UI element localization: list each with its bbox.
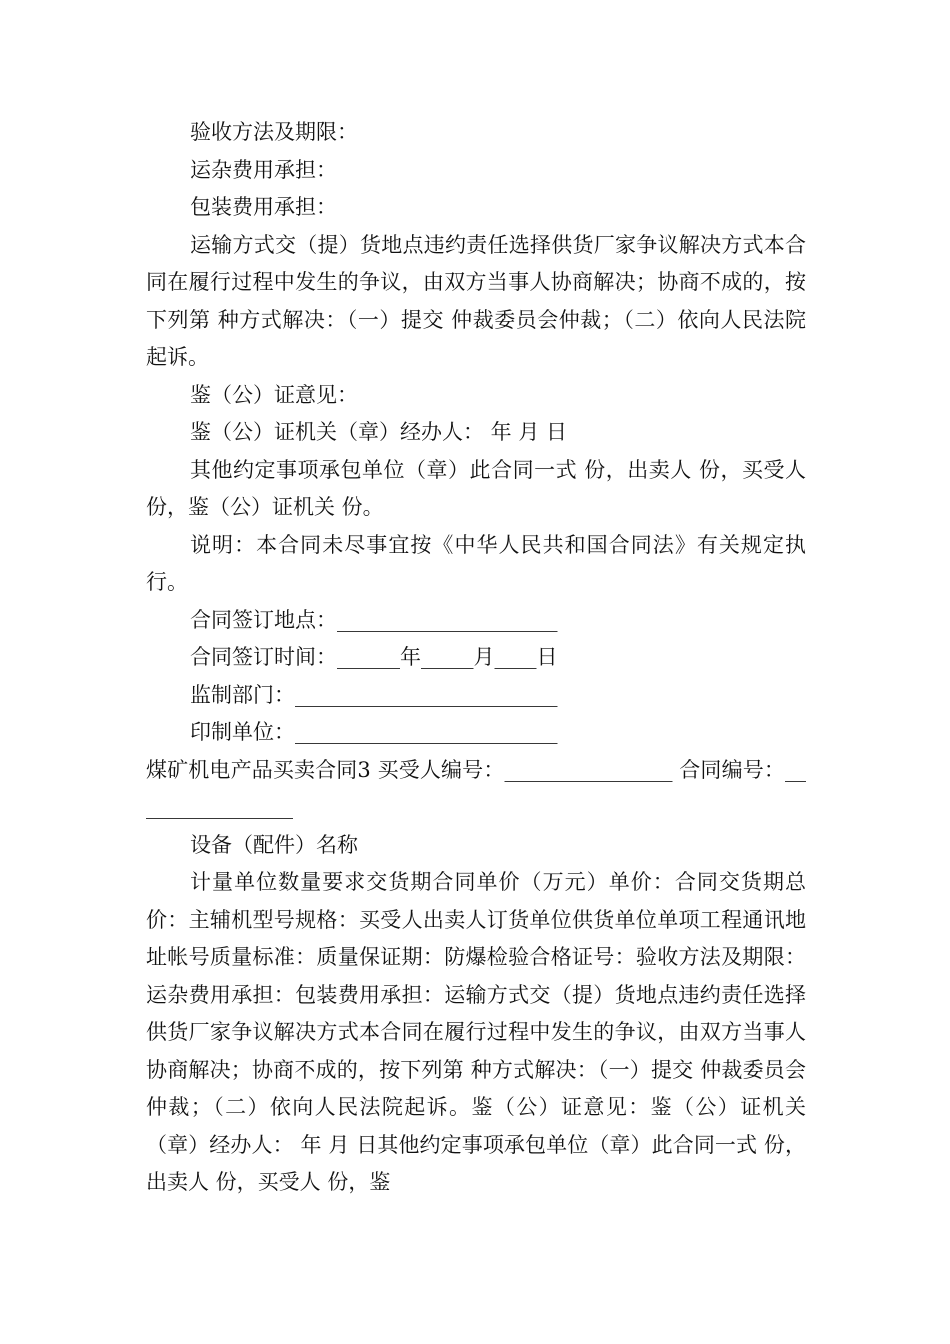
paragraph-supervising-dept: 监制部门：_________________________: [190, 682, 558, 707]
paragraph-equipment-name: 设备（配件）名称: [190, 832, 358, 857]
paragraph-other-agreements: 其他约定事项承包单位（章）此合同一式 份，出卖人 份，买受人 份，鉴（公）证机关 份。: [146, 457, 806, 519]
paragraph-freight-cost: 运杂费用承担：: [190, 157, 337, 182]
paragraph-signing-time: 合同签订时间：______年_____月____日: [190, 645, 558, 669]
paragraph-printing-unit: 印制单位：_________________________: [190, 720, 558, 744]
paragraph-dispute-resolution: 运输方式交（提）货地点违约责任选择供货厂家争议解决方式本合同在履行过程中发生的争议，由双方当事人协商解决；协商不成的，按下列第 种方式解决：（一）提交 仲裁委员会仲裁；（二）依向人民法院起诉。: [146, 232, 806, 369]
paragraph-explanation: 说明：本合同未尽事宜按《中华人民共和国合同法》有关规定执行。: [146, 532, 806, 594]
paragraph-signing-place: 合同签订地点：_____________________: [190, 607, 558, 632]
paragraph-notarization-authority: 鉴（公）证机关（章）经办人： 年 月 日: [190, 420, 568, 444]
document-body: [146, 114, 806, 1202]
paragraph-notarization-opinion: 鉴（公）证意见：: [190, 382, 358, 407]
paragraph-acceptance-method: 验收方法及期限：: [190, 120, 358, 144]
paragraph-contract-body: 计量单位数量要求交货期合同单价（万元）单价：合同交货期总价：主辅机型号规格：买受人出卖人订货单位供货单位单项工程通讯地址帐号质量标准：质量保证期：防爆检验合格证号：验收方法及期限：运杂费用承担：包装费用承担：运输方式交（提）货地点违约责任选择供货厂家争议解决方式本合同在履行过程中发生的争议，由双方当事人协商解决；协商不成的，按下列第 种方式解决：（一）提交 仲裁委员会仲裁；（二）依向人民法院起诉。鉴（公）证意见：鉴（公）证机关（章）经办人： 年 月 日其他约定事项承包单位（章）此合同一式 份，出卖人 份，买受人 份，鉴: [146, 870, 806, 1194]
paragraph-packaging-cost: 包装费用承担：: [190, 195, 337, 219]
paragraph-contract-title-3: 煤矿机电产品买卖合同3 买受人编号：________________ 合同编号：________________: [146, 757, 806, 819]
